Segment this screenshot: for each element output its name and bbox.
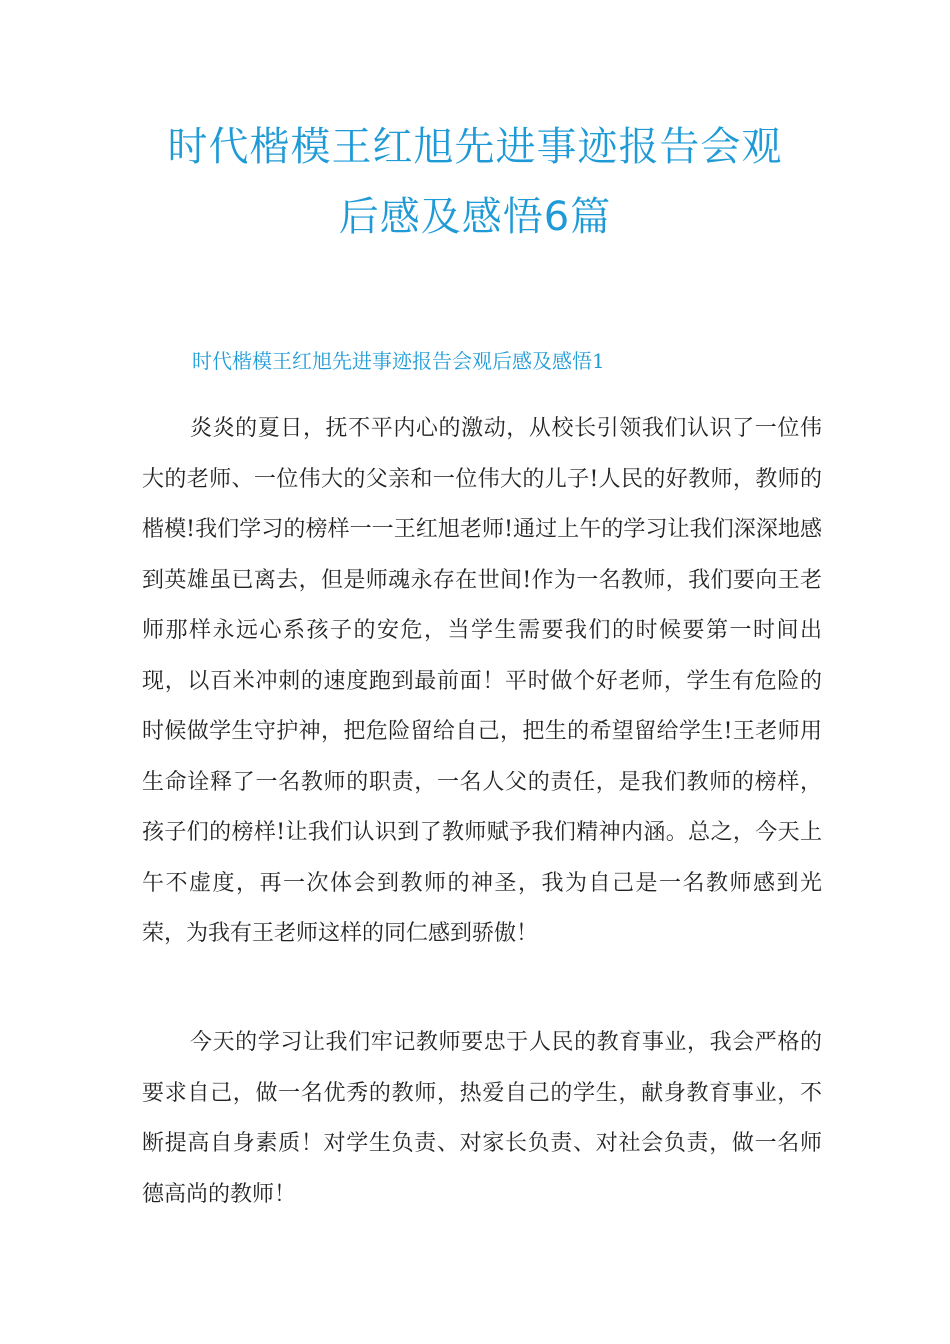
body-paragraph-1: 炎炎的夏日，抚不平内心的激动，从校长引领我们认识了一位伟大的老师、一位伟大的父亲和一位伟大的儿子!人民的好教师，教师的楷模!我们学习的榜样一一王红旭老师!通过上午的学习让我们深深地感到英雄虽已离去，但是师魂永存在世间!作为一名教师，我们要向王老师那样永远心系孩子的安危，当学生需要我们的时候要第一时间出现，以百米冲刺的速度跑到最前面！平时做个好老师，学生有危险的时候做学生守护神，把危险留给自己，把生的希望留给学生!王老师用生命诠释了一名教师的职责，一名人父的责任，是我们教师的榜样，孩子们的榜样!让我们认识到了教师赋予我们精神内涵。总之，今天上午不虚度，再一次体会到教师的神圣，我为自己是一名教师感到光荣，为我有王老师这样的同仁感到骄傲！ xyxy=(142,416,822,946)
document-title xyxy=(0,112,950,252)
document-title-line-2: 后感及感悟6篇 xyxy=(338,194,612,240)
body-paragraph-2: 今天的学习让我们牢记教师要忠于人民的教育事业，我会严格的要求自己，做一名优秀的教师，热爱自己的学生，献身教育事业，不断提高自身素质！对学生负责、对家长负责、对社会负责，做一名师德高尚的教师！ xyxy=(142,1030,822,1207)
document-title-line-1: 时代楷模王红旭先进事迹报告会观 xyxy=(167,124,783,170)
section-heading: 时代楷模王红旭先进事迹报告会观后感及感悟1 xyxy=(192,349,605,373)
